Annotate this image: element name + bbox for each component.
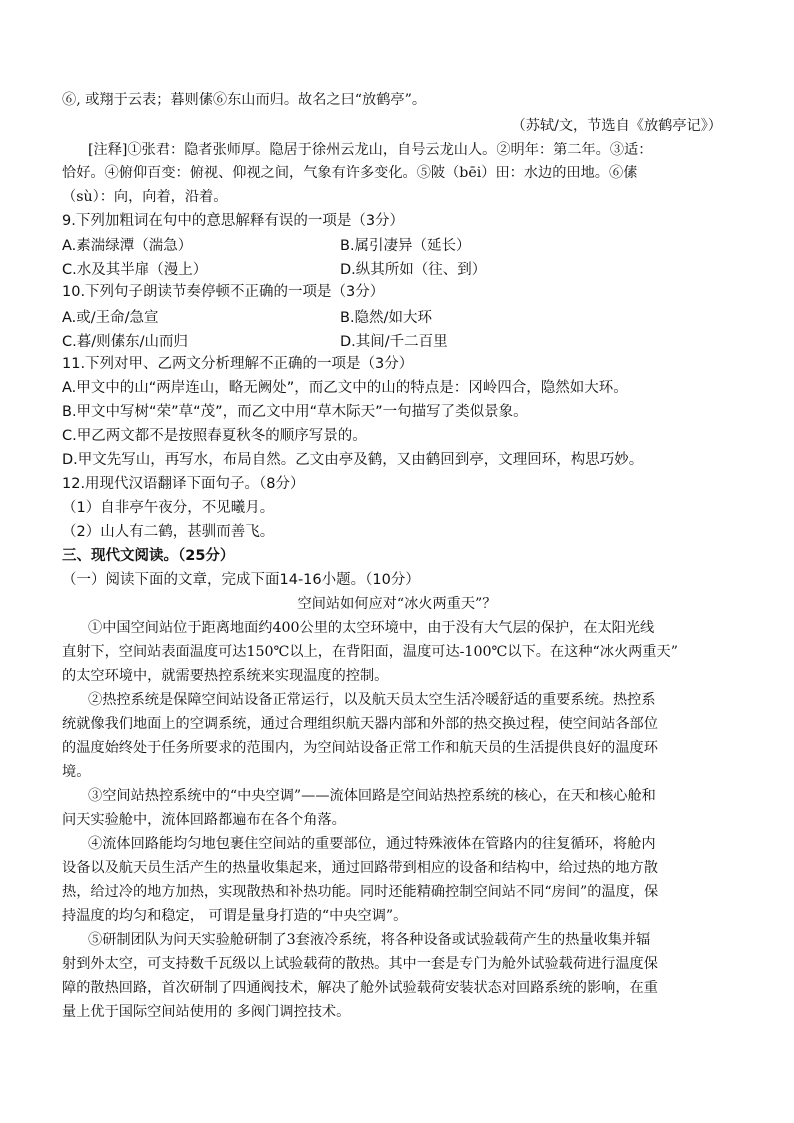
article-p3-line-2: 问天实验舱中，流体回路都遍布在各个角落。 <box>62 812 346 828</box>
q10-option-d: D.其间/千二百里 <box>340 334 448 350</box>
notes-line-1: [注释]①张君：隐者张师厚。隐居于徐州云龙山，自号云龙山人。②明年：第二年。③适： <box>88 142 653 158</box>
article-title: 空间站如何应对“冰火两重天”？ <box>297 596 497 612</box>
article-p5-line-2: 射到外太空，可支持数千瓦级以上试验载荷的散热。其中一套是专门为舱外试验载荷进行温度保 <box>62 956 658 972</box>
article-p4-line-2: 设备以及航天员生活产生的热量收集起来，通过回路带到相应的设备和结构中，给过热的地方散 <box>62 860 658 876</box>
section-heading: 三、现代文阅读。（25分） <box>62 548 235 564</box>
notes-line-3: （sù）：向，向着，沿着。 <box>62 189 228 205</box>
q11-option-b: B.甲文中写树“荣”草“茂”，而乙文中用“草木际天”一句描写了类似景象。 <box>62 404 528 420</box>
q9-option-d: D.纵其所如（往、到） <box>340 262 487 278</box>
q10-option-a: A.或/王命/急宣 <box>62 310 159 326</box>
article-p2-line-2: 统就像我们地面上的空调系统，通过合理组织航天器内部和外部的热交换过程，使空间站各部位 <box>62 716 658 732</box>
article-p3-line-1: ③空间站热控系统中的“中央空调”——流体回路是空间站热控系统的核心，在天和核心舱和 <box>88 788 656 804</box>
q11-option-c: C.甲乙两文都不是按照春夏秋冬的顺序写景的。 <box>62 428 367 444</box>
passage-source: （苏轼/文，节选自《放鹤亭记》） <box>511 118 722 134</box>
q9-stem: 9.下列加粗词在句中的意思解释有误的一项是（3分） <box>62 213 405 229</box>
q10-option-c: C.暮/则傃东/山而归 <box>62 334 189 350</box>
q11-option-a: A.甲文中的山“两岸连山，略无阙处”，而乙文中的山的特点是：冈岭四合，隐然如大环。 <box>62 380 628 396</box>
article-p5-line-1: ⑤研制团队为问天实验舱研制了3套液冷系统，将各种设备或试验载荷产生的热量收集并辐 <box>88 932 651 948</box>
article-p4-line-3: 热，给过冷的地方加热，实现散热和补热功能。同时还能精确控制空间站不同“房间”的温度，保 <box>62 884 659 900</box>
article-p5-line-4: 量上优于国际空间站使用的 多阀门调控技术。 <box>62 1004 351 1020</box>
q9-option-a: A.素湍绿潭（湍急） <box>62 238 193 254</box>
passage-tail-line: ⑥, 或翔于云表；暮则傃⑥东山而归。故名之曰“放鹤亭”。 <box>62 92 427 108</box>
q10-stem: 10.下列句子朗读节奏停顿不正确的一项是（3分） <box>62 284 385 300</box>
notes-line-2: 恰好。④俯仰百变：俯视、仰视之间，气象有许多变化。⑤陂（bēi）田：水边的田地。⑥傃 <box>62 165 638 181</box>
article-p2-line-1: ②热控系统是保障空间站设备正常运行，以及航天员太空生活冷暖舒适的重要系统。热控系 <box>88 692 656 708</box>
q11-stem: 11.下列对甲、乙两文分析理解不正确的一项是（3分） <box>62 356 414 372</box>
subsection-instruction: （一）阅读下面的文章，完成下面14-16小题。（10分） <box>62 572 420 588</box>
article-p5-line-3: 障的散热回路，首次研制了四通阀技术，解决了舱外试验载荷安装状态对回路系统的影响，在重 <box>62 980 658 996</box>
q9-option-b: B.属引凄异（延长） <box>340 238 471 254</box>
q12-stem: 12.用现代汉语翻译下面句子。（8分） <box>62 476 305 492</box>
article-p4-line-4: 持温度的均匀和稳定， 可谓是量身打造的“中央空调”。 <box>62 908 408 924</box>
article-p1-line-2: 直射下，空间站表面温度可达150℃以上，在背阳面，温度可达-100℃以下。在这种“冰火两重天” <box>62 644 678 660</box>
article-p2-line-3: 的温度始终处于任务所要求的范围内，为空间站设备正常工作和航天员的生活提供良好的温度环 <box>62 740 658 756</box>
q11-option-d: D.甲文先写山，再写水，布局自然。乙文由亭及鹤，又由鹤回到亭，文理回环，构思巧妙。 <box>62 452 644 468</box>
q12-sentence-1: （1）自非亭午夜分，不见曦月。 <box>62 500 275 516</box>
article-p4-line-1: ④流体回路能均匀地包裹住空间站的重要部位，通过特殊液体在管路内的往复循环，将舱内 <box>88 836 656 852</box>
q12-sentence-2: （2）山人有二鹤，甚驯而善飞。 <box>62 524 275 540</box>
article-p1-line-1: ①中国空间站位于距离地面约400公里的太空环境中，由于没有大气层的保护，在太阳光线 <box>88 620 655 636</box>
q9-option-c: C.水及其半扉（漫上） <box>62 262 208 278</box>
article-p2-line-4: 境。 <box>62 764 91 780</box>
q10-option-b: B.隐然/如大环 <box>340 310 432 326</box>
article-p1-line-3: 的太空环境中，就需要热控系统来实现温度的控制。 <box>62 668 389 684</box>
